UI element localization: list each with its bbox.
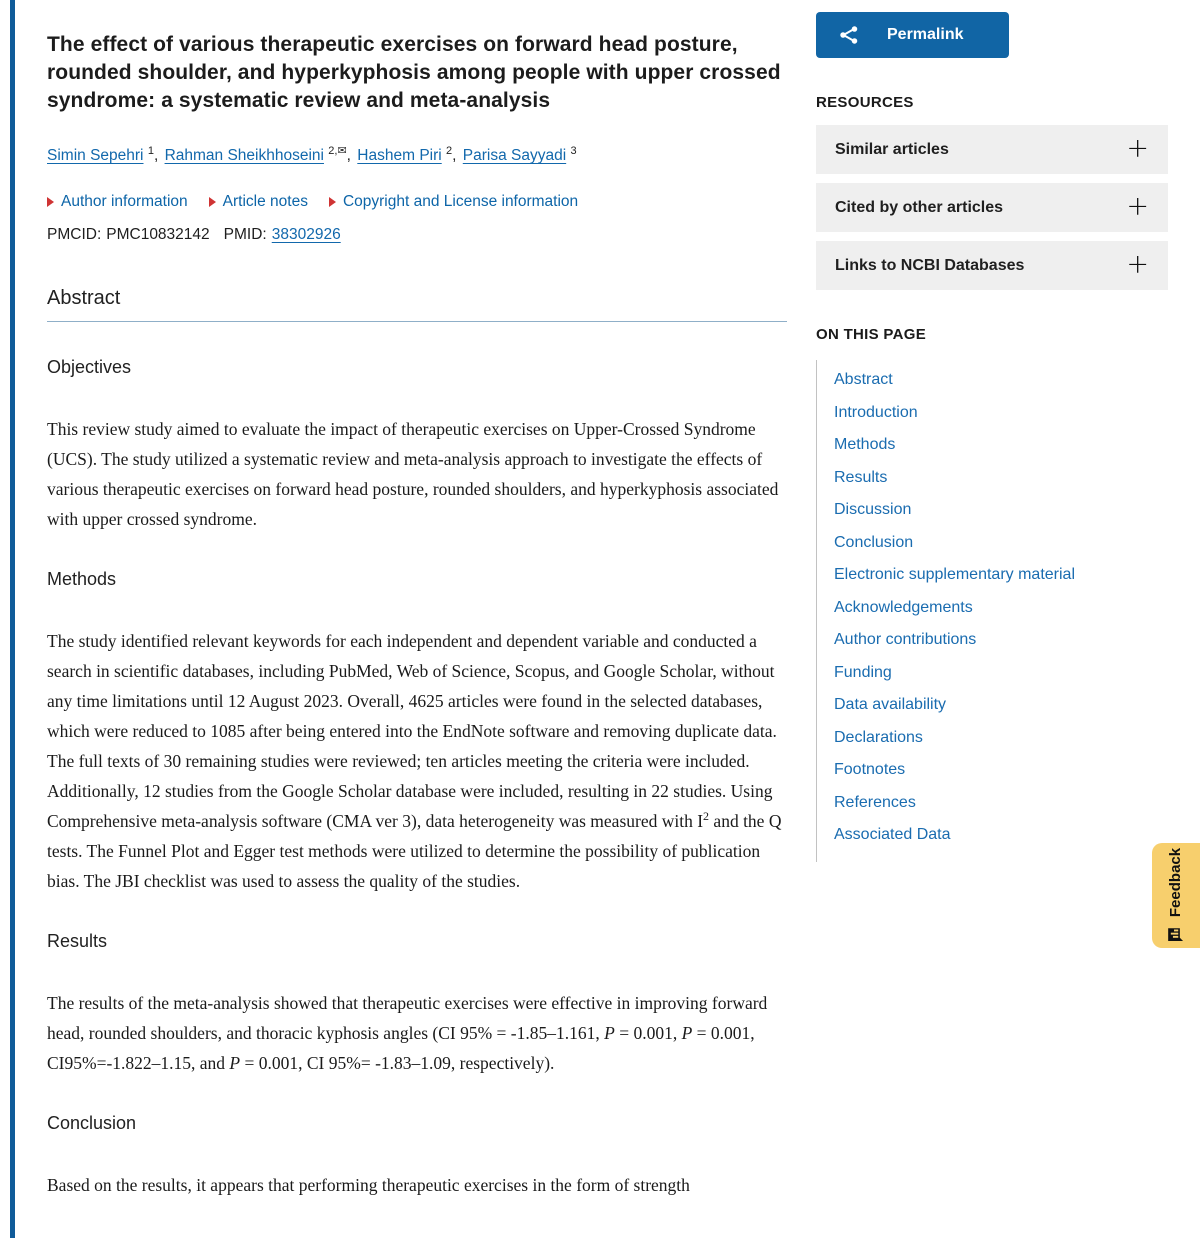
plus-icon: + [1126,133,1149,164]
share-icon [838,24,860,46]
methods-heading: Methods [47,569,117,590]
arrow-right-icon [47,197,54,207]
nav-link-discussion[interactable]: Discussion [834,501,912,518]
accordion-label: Links to NCBI Databases [835,256,1025,274]
feedback-icon [1168,926,1185,943]
results-p-italic: P [229,1053,241,1074]
nav-link-author-contributions[interactable]: Author contributions [834,631,977,648]
pmid-label: PMID: [223,226,267,244]
results-p-italic: P [681,1023,693,1044]
author-superscript: 3 [570,145,577,157]
accordion-similar-articles[interactable] [816,125,1168,174]
methods-paragraph [47,626,787,896]
accordion-label: Similar articles [835,140,949,158]
author-separator: , [153,147,159,165]
accordion-links-to-ncbi-databases[interactable] [816,241,1168,290]
author-link[interactable]: Rahman Sheikhhoseini [164,147,324,165]
feedback-label: Feedback [1167,847,1185,918]
expander-copyright-license[interactable] [329,193,578,211]
objectives-paragraph: This review study aimed to evaluate the impact of therapeutic exercises on Upper-Crossed Syndrome (UCS). The study utilized a systematic review and meta-analysis approach to investigate the effects of various therapeutic exercises on forward head posture, rounded shoulders, and hyperkyphosis associated with upper crossed syndrome. [47,419,779,530]
nav-link-abstract[interactable]: Abstract [834,371,893,388]
expander-author-information[interactable] [47,193,188,211]
methods-text: The study identified relevant keywords for each independent and dependent variable and conducted a search in scientific databases, including PubMed, Web of Science, Scopus, and Google Scholar, without any time limitations until 12 August 2023. Overall, 4625 articles were found in the selected databases, which were reduced to 1085 after being entered into the EndNote software and removing duplicate data. The full texts of 30 remaining studies were reviewed; ten articles meeting the criteria were included. Additionally, 12 studies from the Google Scholar database were included, resulting in 22 studies. Using Comprehensive meta-analysis software (CMA ver 3), data heterogeneity was measured with I [47,631,777,832]
results-text: = 0.001, CI95%=-1.822–1.15, and [47,1023,755,1074]
on-this-page-heading: ON THIS PAGE [816,326,926,343]
permalink-label: Permalink [887,26,964,43]
conclusion-heading: Conclusion [47,1113,137,1134]
author-link[interactable]: Simin Sepehri [47,147,144,165]
nav-link-results[interactable]: Results [834,468,888,486]
abstract-heading: Abstract [47,286,787,322]
expander-label: Article notes [222,193,308,211]
arrow-right-icon [209,197,216,207]
results-text: = 0.001, [614,1023,682,1044]
on-this-page-nav [816,360,1168,862]
objectives-heading: Objectives [47,357,132,378]
feedback-inner [1168,848,1185,943]
plus-icon: + [1126,249,1149,280]
expander-label: Author information [61,193,188,211]
results-paragraph [47,988,787,1078]
expander-label: Copyright and License information [342,193,579,211]
results-p-italic: P [604,1023,615,1044]
author-superscript: 2,✉ [328,145,347,157]
methods-text: and the Q tests. The Funnel Plot and Egger test methods were utilized to determine the possibility of publication bias. The JBI checklist was used to assess the quality of the studies. [47,811,782,892]
nav-link-introduction[interactable]: Introduction [834,403,918,421]
nav-link-footnotes[interactable]: Footnotes [834,761,906,778]
permalink-button[interactable] [816,12,1009,58]
results-text: The results of the meta-analysis showed that therapeutic exercises were effective in improving forward head, rounded shoulders, and thoracic kyphosis angles (CI 95% = -1.85–1.161, [47,993,768,1044]
authors-line [47,140,787,167]
methods-superscript: 2 [703,809,710,824]
pmid-link[interactable]: 38302926 [271,226,341,244]
article-ids-line [47,226,787,244]
accordion-cited-by-other-articles[interactable] [816,183,1168,232]
nav-link-conclusion[interactable]: Conclusion [834,533,914,551]
nav-link-associated-data[interactable]: Associated Data [834,826,951,843]
author-separator: , [346,147,351,165]
conclusion-paragraph: Based on the results, it appears that performing therapeutic exercises in the form of strength [47,1175,690,1196]
nav-link-methods[interactable]: Methods [834,436,896,453]
sidebar [816,0,1168,862]
arrow-right-icon [329,197,336,207]
article-main [47,0,787,1200]
resources-heading: RESOURCES [816,94,914,111]
pmcid-label: PMCID: [47,226,102,244]
nav-link-acknowledgements[interactable]: Acknowledgements [834,598,973,616]
author-link[interactable]: Hashem Piri [357,147,442,165]
nav-link-funding[interactable]: Funding [834,663,892,681]
article-info-expanders [47,193,787,211]
expander-article-notes[interactable] [209,193,308,211]
left-accent-bar [10,0,15,1238]
plus-icon: + [1126,191,1149,222]
resources-accordions [816,125,1168,290]
feedback-button[interactable] [1152,843,1200,948]
author-separator: , [452,147,457,165]
nav-link-references[interactable]: References [834,793,916,811]
results-heading: Results [47,931,108,952]
nav-link-electronic-supplementary-material[interactable]: Electronic supplementary material [834,566,1075,583]
author-superscript: 2 [446,145,453,157]
results-text: = 0.001, CI 95%= -1.83–1.09, respectively). [240,1053,555,1074]
author-link[interactable]: Parisa Sayyadi [462,147,567,165]
author-superscript: 1 [147,145,154,157]
pmcid-value: PMC10832142 [106,226,210,244]
page-title: The effect of various therapeutic exercises on forward head posture, rounded shoulder, and hyperkyphosis among people with upper crossed syndrome: a systematic review and meta-analysis [47,33,781,112]
nav-link-declarations[interactable]: Declarations [834,728,923,746]
accordion-label: Cited by other articles [835,198,1004,216]
nav-link-data-availability[interactable]: Data availability [834,696,947,713]
